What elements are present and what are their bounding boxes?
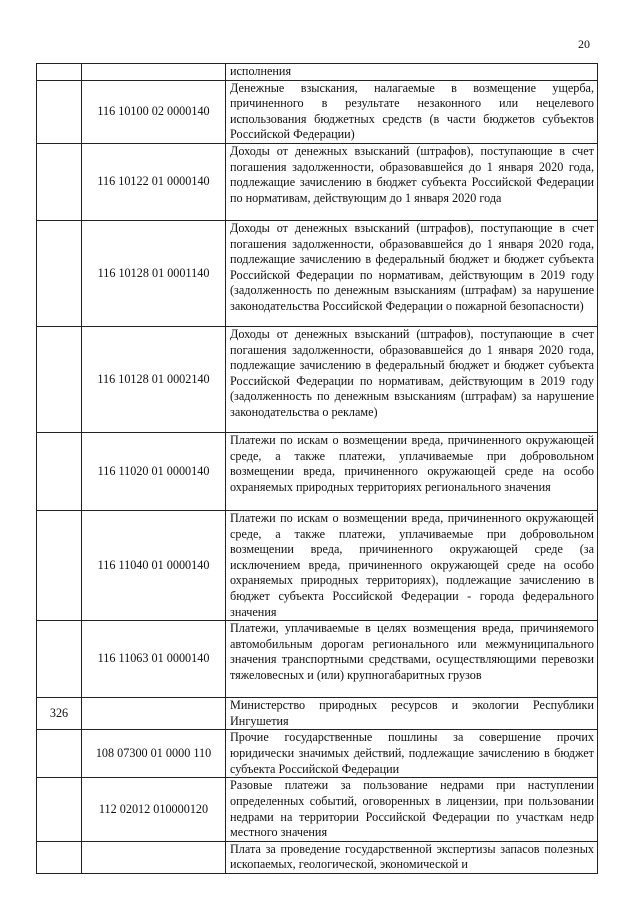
table-row bbox=[37, 80, 598, 143]
description-cell: Платежи, уплачиваемые в целях возмещения вреда, причиняемого автомобильным дорогам регионального или межмуниципального значения транспортными средствами, осуществляющими перевозки тяжеловесных и (или) крупногабаритных грузов bbox=[226, 621, 598, 698]
budget-code-cell: 108 07300 01 0000 110 bbox=[82, 730, 226, 778]
description-cell: Министерство природных ресурсов и экологии Республики Ингушетия bbox=[226, 698, 598, 730]
row-number-cell bbox=[37, 64, 82, 81]
budget-code-cell: 112 02012 010000120 bbox=[82, 778, 226, 841]
table-row bbox=[37, 698, 598, 730]
budget-code-cell: 116 10128 01 0001140 bbox=[82, 220, 226, 326]
page-number: 20 bbox=[578, 37, 590, 51]
description-cell: Прочие государственные пошлины за совершение прочих юридически значимых действий, подлежащие зачислению в бюджет субъекта Российской Федерации bbox=[226, 730, 598, 778]
table-row bbox=[37, 778, 598, 841]
row-number-cell bbox=[37, 621, 82, 698]
description-cell: Доходы от денежных взысканий (штрафов), поступающие в счет погашения задолженности, образовавшейся до 1 января 2020 года, подлежащие зачислению в федеральный бюджет и бюджет субъекта Российской Федерации по нормативам, действующим в 2019 году (задолженность по денежным взысканиям (штрафам) за нарушение законодательства о рекламе) bbox=[226, 326, 598, 432]
row-number-cell bbox=[37, 730, 82, 778]
description-cell: Доходы от денежных взысканий (штрафов), поступающие в счет погашения задолженности, образовавшейся до 1 января 2020 года, подлежащие зачислению в бюджет субъекта Российской Федерации по нормативам, действующим до 1 января 2020 года bbox=[226, 143, 598, 220]
budget-code-cell: 116 10128 01 0002140 bbox=[82, 326, 226, 432]
row-number-cell bbox=[37, 841, 82, 873]
table-row bbox=[37, 64, 598, 81]
description-cell: Плата за проведение государственной экспертизы запасов полезных ископаемых, геологической, экономической и bbox=[226, 841, 598, 873]
description-cell: Доходы от денежных взысканий (штрафов), поступающие в счет погашения задолженности, образовавшейся до 1 января 2020 года, подлежащие зачислению в федеральный бюджет и бюджет субъекта Российской Федерации по нормативам, действующим в 2019 году (задолженность по денежным взысканиям (штрафам) за нарушение законодательства Российской Федерации о пожарной безопасности) bbox=[226, 220, 598, 326]
budget-code-cell: 116 11020 01 0000140 bbox=[82, 432, 226, 510]
row-number-cell bbox=[37, 778, 82, 841]
table-row bbox=[37, 841, 598, 873]
table-row bbox=[37, 432, 598, 510]
budget-code-cell: 116 11040 01 0000140 bbox=[82, 510, 226, 620]
row-number-cell bbox=[37, 220, 82, 326]
budget-code-cell: 116 10100 02 0000140 bbox=[82, 80, 226, 143]
description-cell: Платежи по искам о возмещении вреда, причиненного окружающей среде, а также платежи, уплачиваемые при добровольном возмещении вреда, причиненного окружающей среде (за исключением вреда, причиненного окружающей среде на особо охраняемых природных территориях), подлежащие зачислению в бюджет субъекта Российской Федерации - города федерального значения bbox=[226, 510, 598, 620]
table-row bbox=[37, 730, 598, 778]
table-row bbox=[37, 326, 598, 432]
table-row bbox=[37, 220, 598, 326]
budget-code-cell bbox=[82, 64, 226, 81]
description-cell: Платежи по искам о возмещении вреда, причиненного окружающей среде, а также платежи, уплачиваемые при добровольном возмещении вреда, причиненного окружающей среде на особо охраняемых природных территориях регионального значения bbox=[226, 432, 598, 510]
row-number-cell bbox=[37, 80, 82, 143]
description-cell: исполнения bbox=[226, 64, 598, 81]
budget-code-cell: 116 10122 01 0000140 bbox=[82, 143, 226, 220]
table-row bbox=[37, 143, 598, 220]
row-number-cell bbox=[37, 326, 82, 432]
table-row bbox=[37, 510, 598, 620]
row-number-cell bbox=[37, 432, 82, 510]
budget-codes-table bbox=[36, 63, 598, 874]
table-row bbox=[37, 621, 598, 698]
description-cell: Денежные взыскания, налагаемые в возмещение ущерба, причиненного в результате незаконного или нецелевого использования бюджетных средств (в части бюджетов субъектов Российской Федерации) bbox=[226, 80, 598, 143]
description-cell: Разовые платежи за пользование недрами при наступлении определенных событий, оговоренных в лицензии, при пользовании недрами на территории Российской Федерации по участкам недр местного значения bbox=[226, 778, 598, 841]
row-number-cell: 326 bbox=[37, 698, 82, 730]
budget-code-cell bbox=[82, 841, 226, 873]
budget-code-cell bbox=[82, 698, 226, 730]
row-number-cell bbox=[37, 143, 82, 220]
budget-code-cell: 116 11063 01 0000140 bbox=[82, 621, 226, 698]
row-number-cell bbox=[37, 510, 82, 620]
